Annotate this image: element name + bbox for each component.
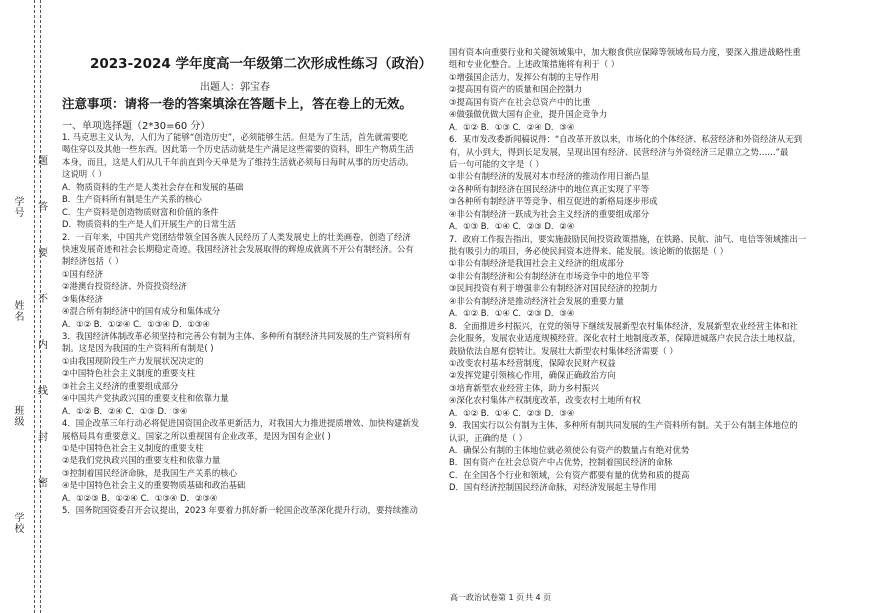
- seal-line-inner: [40, 0, 41, 613]
- question-line: 1. 马克思主义认为，人们为了能够“创造历史”，必须能够生活。但是为了生活，首先就需要吃: [62, 132, 408, 142]
- seal-char: 内: [38, 340, 48, 351]
- question-line: ②中国特色社会主义制度的重要支柱: [62, 368, 196, 379]
- question-line: A．①② B．①②④ C．①③④ D．①③④: [62, 318, 210, 329]
- question-line: 认识，正确的是（ ）: [449, 432, 528, 443]
- question-line: 2．一百年来，中国共产党团结带领全国各族人民经历了人类发展史上的壮美画卷，创造了经济: [62, 231, 411, 242]
- seal-char: 题: [38, 156, 48, 167]
- question-line: ②提高国有资产的质量和国企控制力: [449, 84, 583, 95]
- exam-author: 出题人：郭宝春: [200, 82, 270, 93]
- question-line: 鼓励依法自愿有偿转让。发展壮大新型农村集体经济需要（ ）: [449, 345, 678, 356]
- question-line: 快速发展奇迹和社会长期稳定奇迹。我国经济社会发展取得的辉煌成就离不开公有制经济。公有: [62, 243, 414, 254]
- question-line: C．生产资料是创造物质财富和价值的条件: [62, 206, 219, 217]
- question-line: C．在全国各个行业和领域，公有资产都要有量的优势和质的提高: [449, 469, 690, 480]
- right-questions: [449, 46, 859, 494]
- question-line: 喝住穿以及其他一些东西。因此第一个历史活动就是生产满足这些需要的资料，即生产物质生活: [62, 144, 414, 155]
- question-line: ④是中国特色社会主义的重要物质基础和政治基础: [62, 480, 246, 491]
- section-heading: 一、单项选择题（2*30=60 分）: [62, 121, 211, 132]
- question-line: ①由我国现阶段生产力发展状况决定的: [62, 355, 204, 366]
- question-line: A．①② B．①③ C．②④ D．③④: [449, 121, 575, 132]
- seal-char: 不: [38, 294, 48, 305]
- binding-margin: [0, 0, 58, 613]
- question-line: ④深化农村集体产权制度改革，改变农村土地所有权: [449, 395, 641, 406]
- seal-char: 要: [38, 248, 48, 259]
- question-line: ④做强做优做大国有企业，提升国企竞争力: [449, 109, 608, 120]
- question-line: ③集体经济: [62, 293, 104, 304]
- question-line: 批有吸引力的项目，务必使民间资本进得来、能发展。该论断的依据是（ ）: [449, 246, 729, 256]
- question-line: 6．某市发改委新闻稿说得：“自改革开放以来，市场化的个体经济、私营经济和外资经济从无到: [449, 134, 803, 145]
- question-line: B．国有资产在社会总资产中占优势，控制着国民经济的命脉: [449, 457, 673, 468]
- question-line: 国有资本向重要行业和关键领域集中，加大粮食供应保障等领域布局力度，要深入推进战略性重: [449, 47, 801, 57]
- question-line: A．①② B．②④ C．①③ D．③④: [62, 405, 188, 416]
- class-label: 班级: [12, 405, 23, 427]
- question-line: 本身，而且，这是人们从几千年前直到今天单是为了维持生活就必须每日每时从事的历史活动。: [62, 156, 414, 167]
- question-line: 9．我国实行以公有制为主体，多种所有制共同发展的生产资料所有制。关于公有制主体地位的: [449, 420, 798, 431]
- question-line: A．确保公有制的主体地位就必须使公有资产的数量占有绝对优势: [449, 445, 690, 455]
- page-footer: 高一政治试卷第 1 页: [450, 593, 525, 602]
- question-line: 7．政府工作报告指出，要实施鼓励民间投资政策措施，在铁路、民航、油气、电信等领域推出一: [449, 233, 807, 244]
- question-line: D．国有经济控制国民经济命脉，对经济发展起主导作用: [449, 482, 657, 493]
- question-line: ②各种所有制经济在国民经济中的地位真正实现了平等: [449, 183, 650, 194]
- question-line: ③社会主义经济的重要组成部分: [62, 380, 179, 391]
- question-line: ③提高国有资产在社会总资产中的比重: [449, 96, 591, 107]
- question-line: 制。这是因为我国的生产资料所有制是( ): [62, 343, 214, 354]
- question-line: ④中国共产党执政兴国的重要支柱和依靠力量: [62, 393, 229, 404]
- question-line: ①是中国特色社会主义制度的重要支柱: [62, 442, 204, 453]
- question-line: ③民间投资有利于增强非公有制经济对国民经济的控制力: [449, 283, 658, 294]
- question-line: ④非公有制经济一跃成为社会主义经济的重要组成部分: [449, 208, 650, 219]
- school-label: 学校: [12, 512, 23, 534]
- question-line: 5．国务院国资委召开会议提出，2023 年要着力抓好新一轮国企改革深化提升行动，要持续推动: [62, 505, 418, 516]
- question-line: D．物质资料的生产是人们开展生产的日常生活: [62, 219, 236, 230]
- question-line: ②是我们党执政兴国的重要支柱和依靠力量: [62, 455, 221, 466]
- question-line: A．①②③ B．①②④ C．①③④ D．②③④: [62, 492, 218, 503]
- question-line: ④非公有制经济是推动经济社会发展的重要力量: [449, 295, 625, 306]
- question-line: ③培育新型农业经营主体，助力乡村振兴: [449, 382, 599, 393]
- question-line: ①改变农村基本经营制度，保障农民财产权益: [449, 357, 616, 368]
- student-id-label: 学号: [12, 196, 23, 218]
- question-line: 3．我国经济体制改革必须坚持和完善公有制为主体、多种所有制经济共同发展的生产资料所有: [62, 331, 411, 341]
- question-line: 后一句可能的文字是（ ）: [449, 158, 544, 169]
- name-label: 姓名: [12, 300, 23, 322]
- question-line: ②非公有制经济和公有制经济在市场竞争中的地位平等: [449, 270, 650, 281]
- seal-char: 线: [38, 386, 48, 397]
- seal-line: [34, 0, 35, 613]
- question-line: A．物质资料的生产是人类社会存在和发展的基础: [62, 181, 244, 192]
- seal-char: 密: [38, 478, 48, 489]
- seal-char: 答: [38, 202, 48, 213]
- question-line: B．生产资料所有制是生产关系的核心: [62, 194, 202, 205]
- question-line: 8．全面推进乡村振兴，在党的领导下继续发展新型农村集体经济，发展新型农业经营主体和社: [449, 320, 798, 331]
- question-line: ①国有经济: [62, 268, 104, 279]
- exam-notice: 注意事项：请将一卷的答案填涂在答题卡上，答在卷上的无效。: [62, 96, 413, 111]
- question-line: A．①② B．①④ C．②③ D．③④: [449, 308, 575, 319]
- question-line: 会化服务，发展农业适度规模经营。深化农村土地制度改革，保障进城落户农民合法土地权益，: [449, 333, 801, 344]
- question-line: 制经济包括（ ）: [62, 256, 124, 267]
- question-line: 有，从小到大，得到长足发展，呈现出国有经济、民营经济与外资经济三足鼎立之势……”最: [449, 146, 789, 157]
- question-line: ①非公有制经济是我国社会主义经济的组成部分: [449, 258, 625, 269]
- question-line: 组和专业化整合。上述政策措施将有利于（ ）: [449, 59, 620, 70]
- question-line: ③控制着国民经济命脉，是我国生产关系的核心: [62, 467, 238, 478]
- question-line: ③各种所有制经济平等竞争、相互促进的新格局逐步形成: [449, 196, 658, 207]
- question-line: ④混合所有制经济中的国有成分和集体成分: [62, 306, 221, 317]
- exam-title: 2023-2024 学年度高一年级第二次形成性练习（政治）: [90, 56, 432, 72]
- question-line: 展格局具有重要意义。国家之所以重视国有企业改革，是因为国有企业( ): [62, 430, 331, 441]
- question-line: ②港澳台投资经济、外资投资经济: [62, 281, 187, 292]
- question-line: A．①③ B．①④ C．②③ D．②④: [449, 221, 575, 232]
- question-line: ①非公有制经济的发展对本市经济的推动作用日渐凸显: [449, 171, 650, 182]
- question-line: ①增强国企活力，发挥公有制的主导作用: [449, 71, 599, 82]
- left-questions: [62, 131, 434, 517]
- question-line: ②发挥党建引领核心作用，确保正确政治方向: [449, 370, 616, 381]
- seal-char: 封: [38, 432, 48, 443]
- page-total: 共 4 页: [525, 593, 552, 602]
- question-line: 这说明（ ）: [62, 169, 107, 180]
- question-line: A．①② B．①④ C．②③ D．③④: [449, 407, 575, 418]
- question-line: 4．国企改革三年行动必将促进国资国企改革更新活力，对我国大力推进提质增效、加快构建新发: [62, 418, 420, 429]
- left-column: [62, 0, 434, 600]
- right-column: [449, 0, 859, 600]
